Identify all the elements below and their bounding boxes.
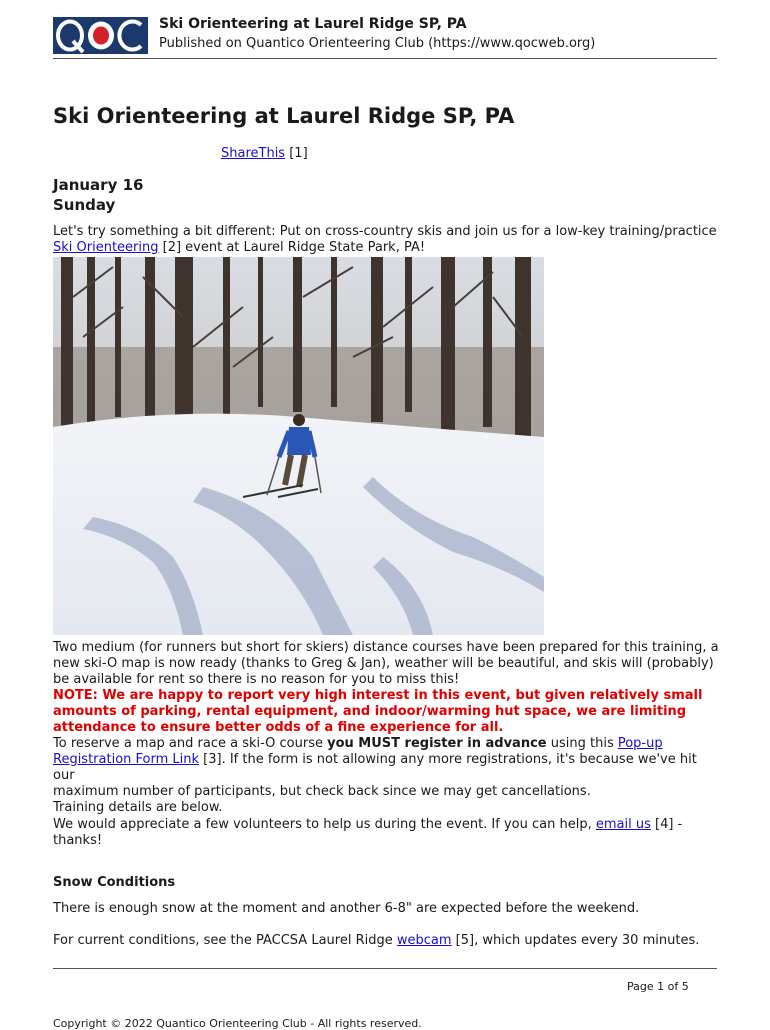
webcam-text-2: [5], which updates every 30 minutes. (451, 933, 700, 948)
page-number: Page 1 of 5 (627, 980, 689, 993)
footer-divider (53, 968, 717, 969)
event-date-day: January 16 (53, 176, 144, 194)
share-ref: [1] (289, 146, 308, 161)
popup-link[interactable]: Pop-up (617, 736, 663, 751)
courses-line-3: be available for rent so there is no reason for you to miss this! (53, 672, 460, 687)
reserve-text-1: To reserve a map and race a ski-O course (53, 736, 328, 751)
qoc-logo (53, 17, 148, 54)
reserve-bold: you MUST register in advance (327, 736, 547, 751)
copyright: Copyright © 2022 Quantico Orienteering Club - All rights reserved. (53, 1017, 422, 1030)
event-date-weekday: Sunday (53, 196, 116, 214)
intro-text-1: Let's try something a bit different: Put on cross-country skis and join us for a low-key training/practice (53, 224, 717, 239)
webcam-link[interactable]: webcam (396, 933, 452, 948)
intro-text-2: [2] event at Laurel Ridge State Park, PA! (158, 240, 426, 255)
snow-conditions-heading: Snow Conditions (53, 875, 176, 890)
reserve-line-3: maximum number of participants, but check back since we may get cancellations. (53, 784, 591, 799)
page-title: Ski Orienteering at Laurel Ridge SP, PA (53, 104, 515, 128)
webcam-text-1: For current conditions, see the PACCSA Laurel Ridge (53, 933, 397, 948)
training-details: Training details are below. (53, 800, 223, 815)
volunteers-paragraph (53, 817, 721, 849)
intro-paragraph (53, 224, 721, 256)
note-line-2: amounts of parking, rental equipment, and indoor/warming hut space, we are limiting (53, 704, 687, 719)
volunteers-line-2: thanks! (53, 833, 103, 848)
reserve-text-3: [3]. If the form is not allowing any more registrations, it's because we've hit our (53, 752, 697, 783)
courses-line-1: Two medium (for runners but short for skiers) distance courses have been prepared for this training, a (53, 640, 719, 655)
webcam-paragraph (53, 933, 721, 949)
registration-form-link[interactable]: Registration Form Link (53, 752, 200, 767)
snow-text: There is enough snow at the moment and another 6-8" are expected before the weekend. (53, 901, 640, 916)
courses-paragraph (53, 640, 721, 816)
note-line-3: attendance to ensure better odds of a fine experience for all. (53, 720, 504, 735)
skier-photo (53, 257, 544, 635)
volunteers-text-1: We would appreciate a few volunteers to help us during the event. If you can help, (53, 817, 596, 832)
reserve-text-2: using this (546, 736, 618, 751)
header-subtitle: Published on Quantico Orienteering Club (https://www.qocweb.org) (159, 36, 596, 51)
volunteers-text-2: [4] - (650, 817, 683, 832)
event-date (53, 175, 143, 215)
sharethis-link[interactable]: ShareThis (221, 146, 286, 161)
page-header (53, 14, 717, 59)
email-us-link[interactable]: email us (595, 817, 651, 832)
share-line (221, 146, 308, 161)
ski-orienteering-link[interactable]: Ski Orienteering (53, 240, 159, 255)
courses-line-2: new ski-O map is now ready (thanks to Greg & Jan), weather will be beautiful, and skis will (probably) (53, 656, 714, 671)
note-line-1: NOTE: We are happy to report very high interest in this event, but given relatively small (53, 688, 703, 703)
header-title: Ski Orienteering at Laurel Ridge SP, PA (159, 16, 467, 32)
